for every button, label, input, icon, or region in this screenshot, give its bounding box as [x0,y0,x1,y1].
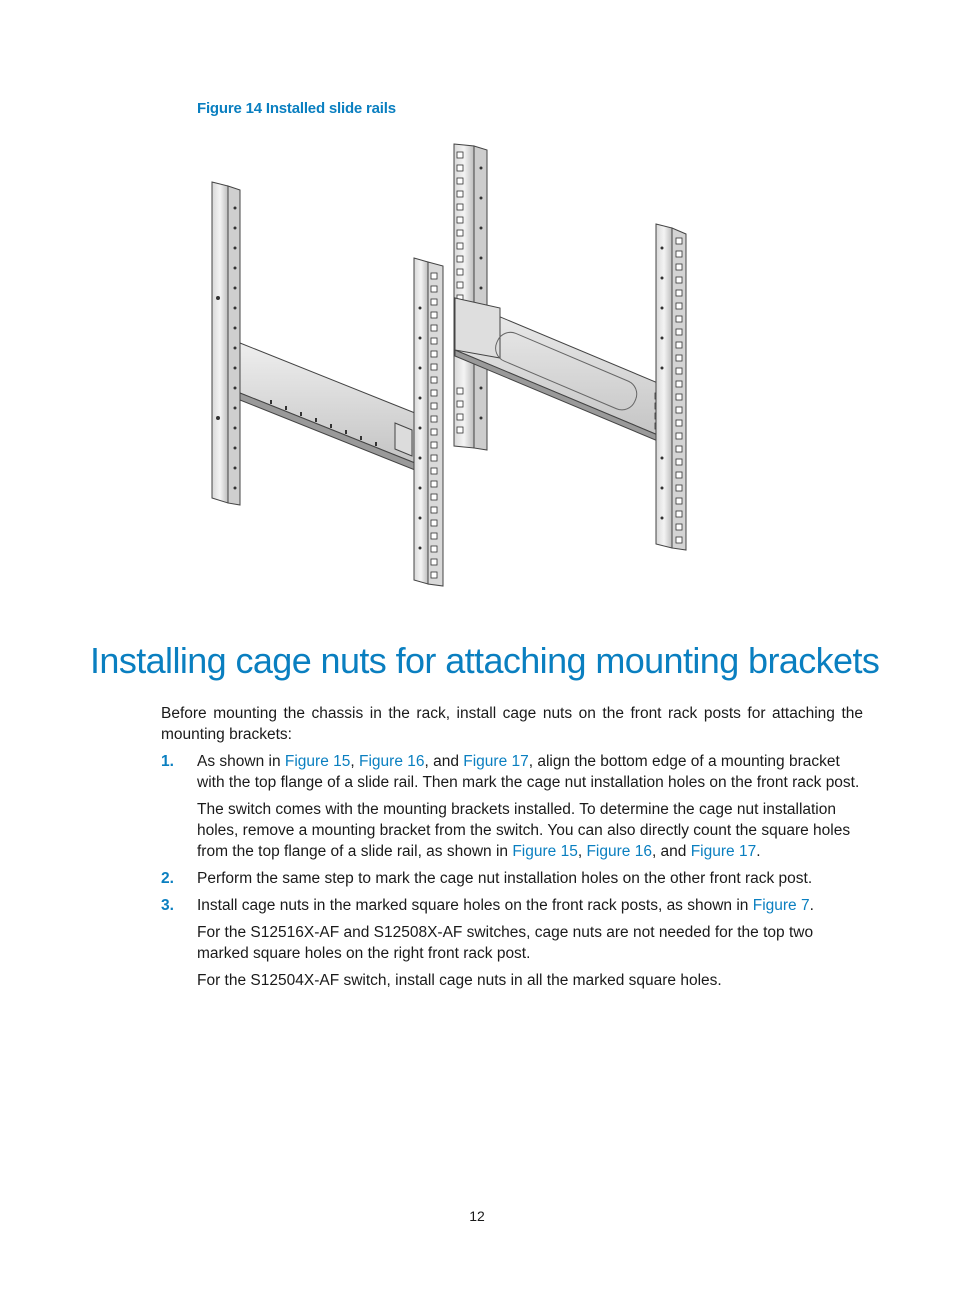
step-3-note-2: For the S12504X-AF switch, install cage nuts in all the marked square holes. [197,972,722,989]
step-3-note-1: For the S12516X-AF and S12508X-AF switches, cage nuts are not needed for the top two marked square holes on the right front rack post. [197,924,814,962]
step-3 [161,895,863,916]
step-1 [161,751,863,793]
figure-17-link[interactable]: Figure 17 [690,843,757,860]
figure-7-link[interactable]: Figure 7 [752,897,810,914]
rack-post-left-rear [212,182,240,505]
figure-16-link[interactable]: Figure 16 [586,843,652,860]
figure-caption: Figure 14 Installed slide rails [197,100,396,117]
rack-post-right-front [656,224,686,550]
page-number: 12 [469,1208,485,1224]
slide-rail-left [240,343,415,470]
step-1-note: The switch comes with the mounting brackets installed. To determine the cage nut installation holes, remove a mounting bracket from the switch. You can also directly count the square holes from the top flange of a slide rail, as shown in Figure 15, Figure 16, and Figure 17. [197,801,851,860]
figure-15-link[interactable]: Figure 15 [512,843,578,860]
step-number: 2. [161,870,174,887]
figure-16-link[interactable]: Figure 16 [359,753,425,770]
section-body [161,703,863,997]
step-2 [161,868,863,889]
step-text: Install cage nuts in the marked square holes on the front rack posts, as shown in Figure 7. [197,897,814,914]
rack-post-left-front [414,258,443,586]
step-text: Perform the same step to mark the cage nut installation holes on the other front rack post. [197,870,813,887]
figure-17-link[interactable]: Figure 17 [463,753,529,770]
step-text: As shown in Figure 15, Figure 16, and Figure 17, align the bottom edge of a mounting bracket with the top flange of a slide rail. Then mark the cage nut installation holes on the front rack post. [197,753,860,791]
step-number: 3. [161,897,174,914]
slide-rails-illustration [200,138,700,593]
section-title: Installing cage nuts for attaching mounting brackets [90,640,880,681]
step-number: 1. [161,753,174,770]
rack-post-right-rear [454,144,487,450]
intro-paragraph: Before mounting the chassis in the rack, install cage nuts on the front rack posts for attaching the mounting brackets: [161,705,863,743]
figure-15-link[interactable]: Figure 15 [284,753,351,770]
